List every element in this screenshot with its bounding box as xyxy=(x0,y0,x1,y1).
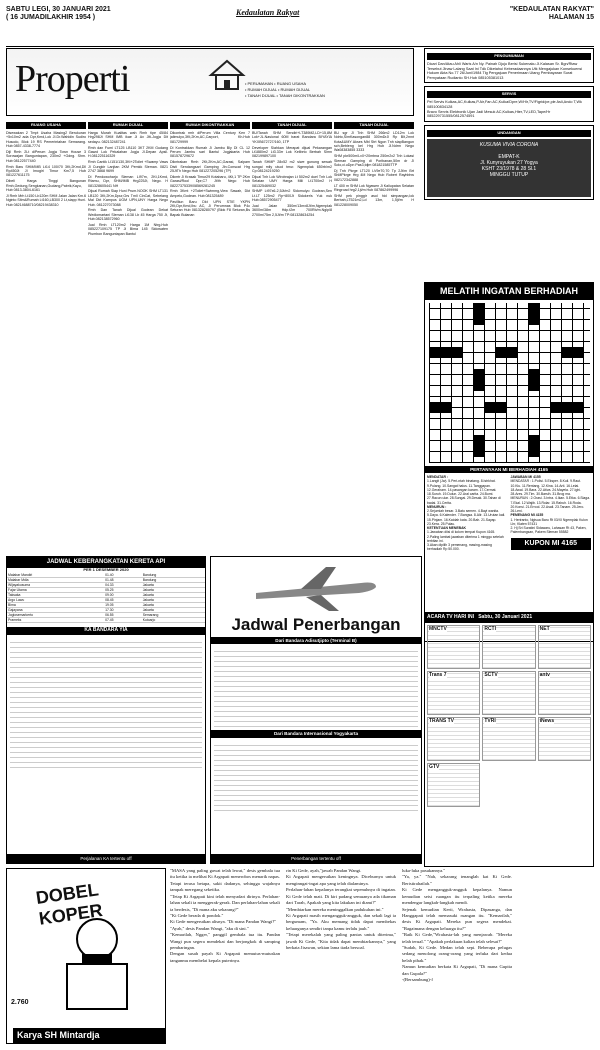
tv-channel-name: Trans 7 xyxy=(429,671,447,678)
train-cell: 05.25 xyxy=(104,587,142,592)
page-info: "KEDAULATAN RAKYAT" HALAMAN 15 xyxy=(509,6,594,22)
mendatar-title: MENDATAR : xyxy=(427,475,448,480)
train-cell: 07.45 xyxy=(104,617,142,622)
train-cell: 06.55 xyxy=(104,612,142,617)
tv-channel xyxy=(482,671,535,715)
jawaban-title: JAWABAN MI 4155 xyxy=(510,475,541,480)
right-panel xyxy=(424,48,594,203)
train-cell: 17.30 xyxy=(104,607,142,612)
crossword-black-cell xyxy=(440,402,451,413)
train-cell: Bima xyxy=(7,602,104,607)
tv-channel xyxy=(427,717,480,761)
house-icon xyxy=(207,57,247,91)
crossword-black-cell xyxy=(451,347,462,358)
crossword-black-cell xyxy=(528,380,539,391)
classified-ad: Dijual Rumah Siap Huni Prum.NOOK SHM LT131 LB120 3Kt,2Km,Dpur,Grs Tmll CinCat, Sebelang Mal Dkt Kampus UGM UPN,UNY Harga Nego Hub. 081227073088 xyxy=(88,189,168,207)
train-schedule-title: JADWAL KEBERANGKATAN KERETA API xyxy=(7,557,205,568)
tv-header: ACARA TV HARI INI Sabtu, 30 Januari 2021 xyxy=(425,613,593,623)
tv-channel xyxy=(427,625,480,669)
pengumuman-title: PENGUMUMAN xyxy=(427,53,591,60)
masthead-logo: Kedaulatan Rakyat xyxy=(236,8,300,17)
classified-ad: LT 400 m SHM Lok Ngawen Ji Kaliupatan Selatan Ringroad hrg2,1jt/m Hub 087862499996 xyxy=(334,183,414,192)
crossword-black-cell xyxy=(429,347,440,358)
banner-categories: • PERUMAHAN • RUANG USAHA • RUMAH DIJUAL • RUMAH DIJUAL • TANAH DIJUAL • TANAH DIKONTRAKKAN xyxy=(245,81,325,98)
train-cell: Gajayana xyxy=(7,607,104,612)
classified-ad: SHM pek pinggir asol hid simpangan,lok Berbah,LT521m2,Ld 13m, 1,5jt/m H 081228009050 xyxy=(334,193,414,207)
train-cell: Semarang xyxy=(142,612,205,617)
classified-ad: BU!Tanah SHM Sendiri+LT389M2,LD+15,8M Lok+JL.Nasional 60M barat Bandara BIYAYIA YKXB672727/160, 1TP xyxy=(252,130,332,144)
classified-ad: Dijual Tnh Lok Wirobrajan Lt 502m2 duel Tnh Lok Selatan UMY Harga Mili Lt1700m2 H 081325469032 xyxy=(252,174,332,188)
classified-ad: Dikntrakan Rmh 2Kt,2Km,AC,Garasi, Salpam Disti Sendangsari Gamping Jln.Conscat Hrg 25JtTh Nego Hub 081227205296 (TP) xyxy=(170,160,250,173)
classified-ad: Di Kontrakkan Rumah Ji Jambu Bly DI CL 12 Perum Jambu sari Bantul Jogjakarta Hub 081578729672 xyxy=(170,145,250,159)
column-section-title: RUMAH DIKONTRAKKAN xyxy=(170,122,250,129)
story-column: "MASA yang paling gawat telah lewat," desis gembala tua itu ketika ia melihat Ki Argapati menerobos menarik napas. Tetapi terasa betapa, sakit dadanya, sehingga wajahnya tampak meregang seketika. "Tetap Ki Argapati kini telah menyadari dirinya. Perlahan-lahan sekali ia menggerak-gerak. Dan perlahan-lahan sekali ia berdesis, "Di mana aku sekarang?" "Ki Gede berada di pondok." Ki Gede mengerutkan alisnya. "Di mana Pandan Wangi?" "Ayah," desis Pandan Wangi, "aku di sini." "Kemarilah, Ngger," panggil gembala tua itu. Pandan Wangi pun segera mendekat dan berjongkok di samping pembaringan. Dengan susah payah Ki Argapati memutus-mutuskan tanganmu membelai kepala puterinya. xyxy=(170,868,280,963)
comic-title: DOBEL KOPER xyxy=(34,879,104,929)
classified-ad: SHM pkr500m/Lv0+20mbna 250m2x2 Tnh Lokasi Sleman Gamping di Poribanan,50m dr Jl Solo,ci.uDpn Pas3,tdjm 081821585TTP xyxy=(334,154,414,167)
pemenang-text: 1. Heriranto, Ngisua Baru Rt 03/XI Ngemplak Kulon Lhr, Klaten 57431 2. Hj Sri Suratini Sidawaru, Lahasan Rt 43, Paken, Palembangsan, Pakem Sleman 55582 xyxy=(510,517,588,535)
crossword-black-cell xyxy=(484,402,495,413)
undangan-text: EMPAT-K Jl. Kunyruyukan 27 Yogya KSHT 23/1978 & 28 Sl.1 MINGGU TUTUP xyxy=(480,153,538,178)
classified-ad: Jl Rmh Mrh Lt150 Lb120m SHM Jalan Jalan Km.6 Nginto Sltm&Rumah Lt160,LB300 2 Lt,siapp Huni. Hub 08214688710/08219438310 xyxy=(6,193,86,207)
train-cell: Malabar Mandiri xyxy=(7,573,104,578)
tv-schedule xyxy=(424,612,594,867)
train-cell: 01.40 xyxy=(104,573,142,578)
undangan-heading: KUSUMA VIVIA CORONA xyxy=(479,141,539,148)
column-section-title: RUANG USAHA xyxy=(6,122,86,129)
train-footer: Perjalanan KA tertentu off xyxy=(7,854,205,863)
crossword-subtitle: PERTANYAAN MI BERHADIAH 4165 xyxy=(425,466,593,473)
train-cell: Prameks xyxy=(7,617,104,622)
classified-ad: Rmh Cantik LI151/130,3Kt+2Toilet +Swamp Vaws Jl Cungkir Lanjtan 2KM Pemkk Sleman. 0821 2747 3868 9699 xyxy=(88,160,168,173)
classified-ad: Dikontrak rmh diPerum Villa Century Ken 7 jalimulyo,3Kt,2Km,AC,Carport, Kh.Hub 081729999 xyxy=(170,130,250,144)
train-cell: Jakarta xyxy=(142,587,205,592)
tv-channel-name: GTV xyxy=(429,763,440,770)
crossword-black-cell xyxy=(473,380,484,391)
classified-ad: Disewakan 2 Tmpt Usaha Masing2 Berukuran +5x10m2 ada Dpr,Kmd,Lok JI.Dr.Wahidin Sudiro Husodo, Blok 19 RS Pemerintahan Semarang. Hub 0857-4338-7774 xyxy=(6,130,86,148)
servis-box xyxy=(424,86,594,121)
servis-title: SERVIS xyxy=(427,91,591,98)
crossword-black-cell xyxy=(561,402,572,413)
tv-channel xyxy=(538,671,591,715)
yia-section-title: KA BANDARA YIA xyxy=(7,627,205,635)
crossword-black-cell xyxy=(572,402,583,413)
tv-channel-name: TVRI xyxy=(484,717,496,724)
crossword-panel xyxy=(424,282,594,642)
flight-table-1 xyxy=(214,647,418,727)
crossword-black-cell xyxy=(473,369,484,380)
classified-ad: Tanah SHMP 28x52 m2 siwe gunung sewah sungai mily utuol tmur. Ngemplak 650rb/m2 Cp:08124219250 xyxy=(252,160,332,173)
classified-ad: Rmh Baru SHM/IMB Lt14 100/70 3Kt,2Kmd,Dll Rp450Jt JI Imogiri Timur Km7,5 Hub 081227611175 xyxy=(6,164,86,178)
train-cell: Wijayakusuma xyxy=(7,582,104,587)
crossword-black-cell xyxy=(528,303,539,314)
page-header xyxy=(6,6,594,50)
ad-column xyxy=(334,120,414,552)
train-row xyxy=(7,617,205,622)
train-cell: Bandung xyxy=(142,577,205,582)
classified-ad: Jual Jalan 350m/13mx8Jt/m,Ngemplak 3600m/38m Hdp.t2m 700Rb/m.Ngip/8 2700m/75m 2,5Jt/m TP:081328634254 xyxy=(252,204,332,217)
properti-banner xyxy=(6,48,414,116)
train-cell: 08.45 xyxy=(104,597,142,602)
train-cell: Malabar Mdla xyxy=(7,577,104,582)
crossword-black-cell xyxy=(528,314,539,325)
train-cell: Taksaka xyxy=(7,592,104,597)
classified-ad: Rmh 3Kmt +2Toilet+Swimmg,View Sawah, Dkt Ampelo,Godean. Hub 081325489 xyxy=(170,189,250,198)
classified-ad: Dijl Rmh 2Lt diPerum Jogja Town House 3 Sorowajan Banguntapan, 230m2 +Gdng. Shm. Hub 08122577440 xyxy=(6,149,86,163)
comic-caption: Karya SH Mintardja xyxy=(13,1028,166,1043)
train-cell: Argo Lawu xyxy=(7,597,104,602)
comic-number: 2.760 xyxy=(11,999,29,1006)
train-cell: Jakarta xyxy=(142,602,205,607)
classified-ad: Di Pendowoharjo Sleman LI97m, 2Kt,1Kmd, Rtamu, Dpr, SHM/IMB Hrg225Jt, Nego. H 081328605441 NH xyxy=(88,174,168,188)
train-cell: Jakarta xyxy=(142,607,205,612)
crossword-black-cell xyxy=(528,446,539,457)
tv-channel-name: antv xyxy=(539,671,550,678)
tv-channel-name: RCTI xyxy=(484,625,496,632)
classified-ad: Pavilliun Baru Dkt UPN STIE YKPN 2Kt,Dpr,Kmd,Ibu AC, Ji Perumnas Blok P4c Seturan Hub 081328280797 (Blok F8 Seturan,Bs Bapak Bulanan xyxy=(170,199,250,217)
ad-column xyxy=(88,120,168,552)
tv-channel xyxy=(427,763,480,807)
column-section-title: TANAH DIJUAL xyxy=(334,122,414,129)
crossword-black-cell xyxy=(495,347,506,358)
classified-ad: BU sgr Jl Tnh SHM 266m2 LD12m Lok Ndrto,SimKasongan88 300mDrJl Rp Blt,2mnt Kota&UMY Akses Mbl Strt Ngon Tnh siapBangun sch,Bebleng kel Hrg Hub Jl.Ndrm Nego Wa08383855 3333 xyxy=(334,130,414,153)
crossword-black-cell xyxy=(495,402,506,413)
crossword-black-cell xyxy=(473,446,484,457)
undangan-title: UNDANGAN xyxy=(427,130,591,137)
flight-footer: Penerbangan tertentu off xyxy=(211,854,421,863)
train-cell: Jakarta xyxy=(142,597,205,602)
classified-ad: Dibeli Harga Tinggi Bangunan Rmh,Gedung,Sengkanan,Gudang,Pabrik,Kayu, Hub 0813-3804-6161 xyxy=(6,179,86,192)
tv-grid xyxy=(425,623,593,809)
classified-ad: Dj Tnh Pkrge LT120 LV9e70,70 Tp 2Jt/m Brt ShMPkrge Hrg 4M Nego Hub Robert Rayhbhw 082172342888 xyxy=(334,168,414,182)
tv-channel xyxy=(427,671,480,715)
crossword-black-cell xyxy=(528,435,539,446)
undangan-box xyxy=(424,125,594,200)
crossword-black-cell xyxy=(561,347,572,358)
tv-channel-name: SCTV xyxy=(484,671,498,678)
flight-schedule xyxy=(210,556,422,864)
menurun-title: MENURUN : xyxy=(427,504,447,509)
ad-column xyxy=(252,120,332,552)
column-section-title: RUMAH DIJUAL xyxy=(88,122,168,129)
tv-channel-name: MNCTV xyxy=(429,625,447,632)
flight-title: Jadwal Penerbangan xyxy=(231,615,401,634)
crossword-black-cell xyxy=(473,435,484,446)
tv-channel xyxy=(482,717,535,761)
train-cell: Bandung xyxy=(142,573,205,578)
ad-column xyxy=(170,120,250,552)
train-cell: Jakarta xyxy=(142,582,205,587)
tv-channel xyxy=(538,717,591,761)
tv-channel-name: iNews xyxy=(539,717,555,724)
banner-title: Properti xyxy=(15,58,130,100)
crossword-black-cell xyxy=(440,347,451,358)
train-cell: Jakarta xyxy=(142,592,205,597)
crossword-black-cell xyxy=(550,402,561,413)
comic-panel xyxy=(6,868,166,1044)
column-section-title: TANAH DIJUAL xyxy=(252,122,332,129)
classified-ad: SHMP Lt97x6-2,5Jt/m2 Sidomulyo Godean,Sen Lt.LT 125m2 Rp+800Jt Sidoker/s Yuk nuk Hub.08572905477 xyxy=(252,189,332,203)
flight-subtitle-2: Dari Bandara Internasional Yogyakarta xyxy=(211,730,421,737)
pemenang-title: PEMENANG MI 4155 xyxy=(510,513,544,518)
undangan-card xyxy=(427,139,591,197)
story-column: luka-luka pasukannya." "Ya, ya." "Nah, sekarang tenanglah kat Ki Gede. Beristirahatlah." Ki Gede mengangguk-angguk kepalanya. Namun kemudian seisi ruangan itu terpaling ketika mereka mendengar langkah-langkah mendi. Sejenak kemudian Kerti, Wrahasta, Dipasanga, dan Hanggapati telah memasuki ruangan itu. "Kemarilah," desis Ki Argapati. Mereka pun segera mendekat. "Bagaimana dengan keluarga itu?" "Baik Ki Gede,"Wrahasta-lah yang menjawab. "Mereka telah teruaI." "Apakah perlakuan kalian telah selesai?" "Sudah, Ki Gede. Medan telah sepi. Beberapa pelugas sedang menolong orang-orang yang terluka dari kedua belah pihak." Namun kemudian berkata Ki Argapati, "Di mana Gupita dan Gupala?" -(Bersambung)-f xyxy=(402,868,512,983)
airplane-icon xyxy=(251,563,381,613)
crossword-black-cell xyxy=(528,369,539,380)
crossword-black-cell xyxy=(473,303,484,314)
kupon-label: KUPON MI 4165 xyxy=(511,538,592,551)
issue-date: SABTU LEGI, 30 JANUARI 2021 ( 16 JUMADILAKHIR 1954 ) xyxy=(6,6,111,22)
classified-ad: Rmh dan Fumi LT125 LB110 3KT 2KM Gudang Gawol Lok Pekalahan Jogja JI.Depan Apsil. H.081225116329 xyxy=(88,145,168,159)
train-cell: 09.00 xyxy=(104,592,142,597)
tv-channel-name: TRANS TV xyxy=(429,717,454,724)
crossword-area xyxy=(425,300,593,466)
train-cell: Fajar Utama xyxy=(7,587,104,592)
servis-text: Pel Servis Kulkas,AC,Kulkas,P.Air,Fan AC,Kulka/Dpre,W/Hlr,TV/Figrid/pe,ple Asli,Ando T,Wk 085100834128 Bravo Servis Elektronik Ujan Jadi Mesuk AC,Kulkas,Hter,TV,LED,Tape/Hr 085229731555/0812574591 xyxy=(427,100,582,119)
train-schedule-subtitle: PER 1 DESEMBER 2020 xyxy=(83,567,129,573)
pengumuman-text: Dicari Dan/Atau Ahli Waris A/n Ny. Painah Djuju Berisi Sukenaku Jl.Kalasan Sr. Bgn/Rtaw Tersebut Jlnaw Lalang Saat Ini Tdk Diketahui Keberadaannya Utk Mengajukan Konsekuensi Hukum Akta No.77 26/Juni/1984 Tlg Pengajuan Penerimaan Utang Pembayaran Surat Pernyataan Rudianto SH.Hub 085105381013 xyxy=(427,61,583,80)
classified-ad: Jual Rmh LT120m2 Harga 1M Ntrg.Hub 085227109175 TP Ji Bima 145 Sidowaten Plumbon Banguntapan Bantul xyxy=(88,223,168,236)
train-table xyxy=(7,573,205,623)
tv-channel-name: NET xyxy=(539,625,550,632)
crossword-black-cell xyxy=(473,314,484,325)
ad-column xyxy=(6,120,86,552)
train-cell: Kutoarjo xyxy=(142,617,205,622)
tv-channel xyxy=(482,625,535,669)
ketentuan-text: 1.Jawaban diisi di kolom tempat Kupon 4165. 2.Paling lambat jawaban diterima 1 minggu setelah terbitan ini. 3.Akan dipilih 3 pemenang, masing-masing berhadiah Rp 50.000. xyxy=(427,530,504,552)
classified-ad: Dikmtr Ji Krasak Timur29 Kotabaru, 4Kt,1 TP 2Km Garasi/Rool Dpr,C7 Jt/th Nego Hub 08227375339/08569281245 xyxy=(170,174,250,188)
crossword-black-cell xyxy=(429,402,440,413)
classified-ad: Harga Murah Kualitas wah Rmh tipe 45/84 Hrg298Jt SHM IMB ikae Ji Ax Jiti-Jogja Dit sedayu. 082132487241 xyxy=(88,130,168,144)
train-schedule xyxy=(6,556,206,864)
flight-table-2 xyxy=(214,741,418,811)
classified-ad: Rmh Dan Tanah Dijual Godean Dekat Wediomartani Sleman Lt138 Lb 45 Harga 750 Jt, Hub.082138572960 xyxy=(88,208,168,222)
header-rule xyxy=(6,46,594,47)
train-cell: 19.05 xyxy=(104,602,142,607)
crossword-black-cell xyxy=(506,347,517,358)
comic-illustration xyxy=(47,909,147,1019)
ketentuan-title: KETENTUAN MENEBAK xyxy=(427,526,466,531)
pengumuman-box xyxy=(424,48,594,83)
classified-ad: Developer Siahkan Merapat dijual Pekarangan Lt1880m2 Lt3.33rr Lok Kelibrto Berbah Slmn 082199897100 xyxy=(252,145,332,159)
flight-subtitle: Dari Bandara Adisutjipto (Terminal B) xyxy=(211,637,421,644)
crossword-grid xyxy=(429,303,590,463)
train-cell: 04.33 xyxy=(104,582,142,587)
crossword-black-cell xyxy=(572,347,583,358)
story-column: rin Ki Gede, ayah,"jawab Pandan Wangi. Ki Argapati mengerutkan keningnya. Diceburnya untuk menginngat-ingat apa yang telah dialaminya. Perlahan-lahan kepalanya terangkat sepenuhnya di ingatan. Ki Gede telah mati. Di kiri padang semuanya ada tikaman dari Tarah, Apakah yang kita lakukan ini diami?" "Membiarkan mereka meninggalkan padukuhan ini." Ki Argapati masih mengangguk-angguk, dan sekali lagi ia bergumam, "Ya. Aku memang tidak dapat membekas keluarganya sendiri tanpa kamu terlalu jauh." "Tetapi merekalah yang paling pantas untuk diterima," jawab Ki Gede, "Kita tidak dapat membiarkannya," yang berkata Jisawan, sekian lama tiada bersoal. xyxy=(286,868,396,951)
yia-table xyxy=(10,638,202,768)
menurun-clues: 2.Sejumlah besar. 3.Batu semen. 4.Bayi wanita. 5.Daya. 6.Kalender. 7.Bangsa. 8.Alir. 13.Urutan kali. 15.Pinjam. 16.Kaidah kata. 20.Bah. 21.Sayap. 23.Kera. 25.Pulau. xyxy=(427,509,506,526)
crossword-title: MELATIH INGATAN BERHADIAH xyxy=(425,283,593,300)
tv-channel xyxy=(538,625,591,669)
train-cell: 01.48 xyxy=(104,577,142,582)
jawaban-text: MENDATAR : 1.Polisi. 5.Eksper. 8.Kuli. 9.Raut. 10.Kiu. 11.Rentang. 12.Kina. 14.Arti. 16.Lelai. 18.Awal. 19.Bara. 22.Ativa. 24.Mayela. 27.Ighi. 28.Ares. 29.Tim. 30.Barsih. 31.Brog ma. MENURUN : 2.Orasi. 3.Intra. 4.Ikan. 5.Etka. 6.Siaga. 7.Ekal. 12.Wajib. 13.Rolar. 15.Rabuh. 16.Roda. 20.Konsi. 21.Errool. 22.Asali. 23.Tanam. 25.Jero. 26.Leni. xyxy=(510,479,591,514)
mendatar-clues: 1.Langit (Jw). 5.Peri-ntah binatang. 8.Istrkhat. 9.Pulang. 10.Sangat halus. 11.Tanggapan. 12.Geraham. 14.pasangan karam. 17.Cermat. 18.Suruh. 19.Dulun. 22.Aral carita. 24.Bumi. 27.Racun ular. 28.Sungai. 29.Desak. 30.Tahan di badai. 31.Cerita. xyxy=(427,479,501,505)
train-cell: Joglosemarkerto xyxy=(7,612,104,617)
